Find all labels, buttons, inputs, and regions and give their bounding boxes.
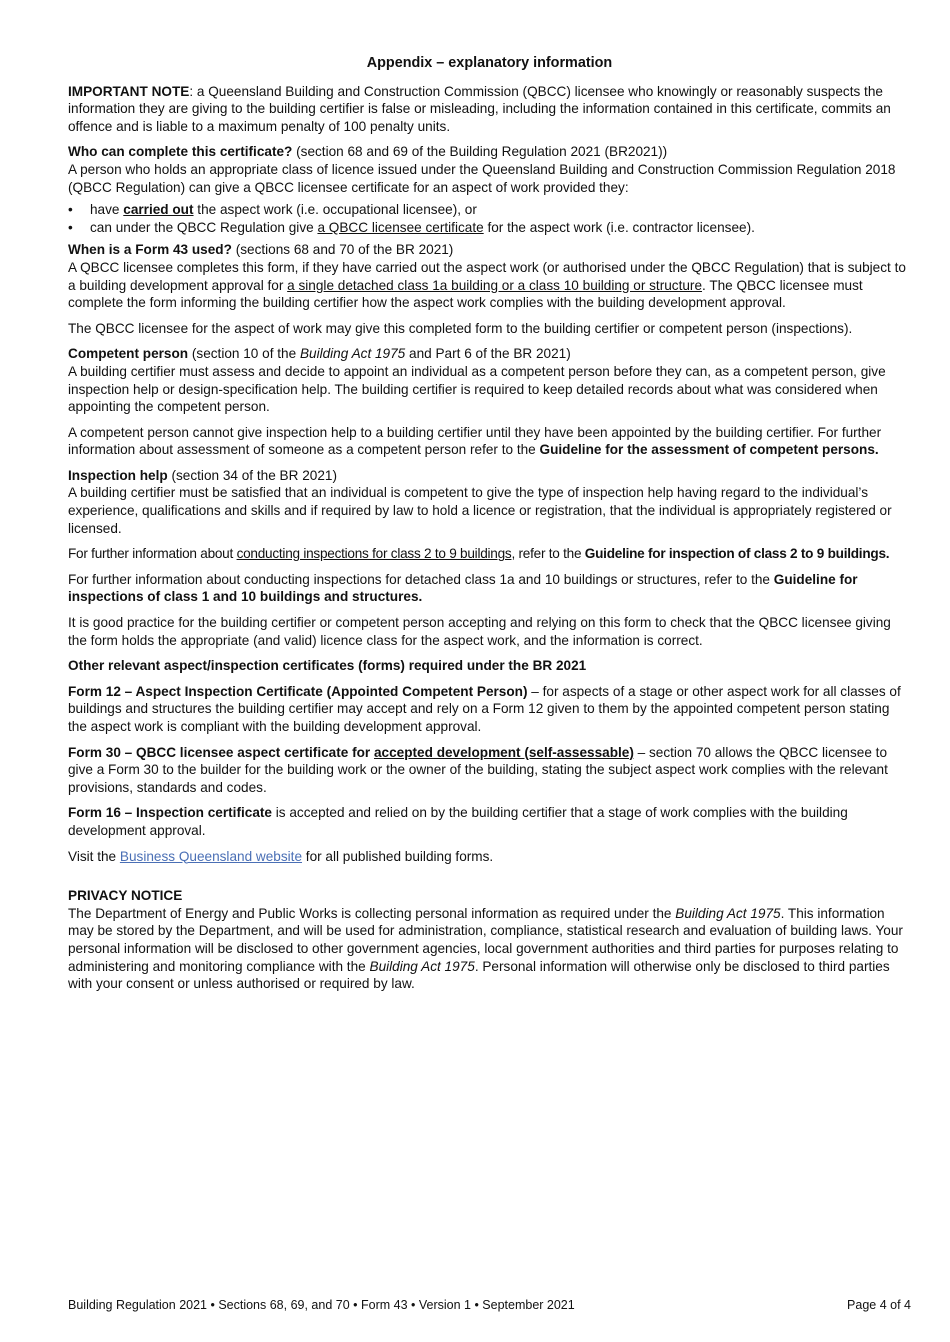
competent-para2: A competent person cannot give inspection help to a building certifier until they have been appointed by the building certifier. For further information about assessment of someone as a competent person refer to the Guideline for the assessment of competent persons. [68,424,882,458]
page-footer [68,1298,911,1312]
page-content [68,55,911,1001]
competent-heading: Competent person [68,346,189,362]
other-heading: Other relevant aspect/inspection certificates (forms) required under the BR 2021 [68,658,587,674]
who-list [68,201,911,236]
business-queensland-link[interactable]: Business Queensland website [119,848,303,864]
form12-para: Form 12 – Aspect Inspection Certificate (Appointed Competent Person) – for aspects of a stage or other aspect work for all classes of buildings and structures the building certifier may accept and rely on a Form 12 given to them by the appointed competent person stating the aspect work is compliant with the building development approval. [68,683,901,734]
inspection-para3: For further information about conducting inspections for detached class 1a and 10 buildings or structures, refer to the Guideline for inspections of class 1 and 10 buildings and structures. [68,571,858,605]
privacy-notice: PRIVACY NOTICE The Department of Energy and Public Works is collecting personal information as required under the Building Act 1975. This information may be stored by the Department, and will be used for administration, compliance, statistical research and evaluation of building laws. Your personal information will be disclosed to other government agencies, local government authorities and third parties for purposes relating to administering and monitoring compliance with the Building Act 1975. Personal information will otherwise only be disclosed to third parties with your consent or unless authorised or required by law. [68,888,903,992]
form30-para: Form 30 – QBCC licensee aspect certificate for accepted development (self-assessable) – section 70 allows the QBCC licensee to give a Form 30 to the builder for the building work or the owner of the building, stating the subject aspect work complies with the relevant provisions, standards and codes. [68,744,888,795]
list-item: • have carried out the aspect work (i.e. occupational licensee), or [68,201,911,219]
privacy-heading: PRIVACY NOTICE [68,888,183,904]
inspection-heading: Inspection help [68,467,168,483]
who-heading: Who can complete this certificate? [68,144,293,160]
when-heading: When is a Form 43 used? [68,242,232,258]
when-section: When is a Form 43 used? (sections 68 and 70 of the BR 2021) A QBCC licensee completes this form, if they have carried out the aspect work (or authorised under the QBCC Regulation) that is subject to a building development approval for a single detached class 1a building or a class 10 building or structure. The QBCC licensee must complete the form informing the building certifier how the aspect work complies with the building development approval. [68,242,906,311]
footer-info: Building Regulation 2021 • Sections 68, 69, and 70 • Form 43 • Version 1 • September 2021 [68,1298,575,1312]
important-note-label: IMPORTANT NOTE [68,83,190,99]
visit-para: Visit the Business Queensland website for all published building forms. [68,848,494,864]
important-note: IMPORTANT NOTE: a Queensland Building and Construction Commission (QBCC) licensee who knowingly or reasonably suspects the information they are giving to the building certifier is false or misleading, including the information contained in this certificate, commits an offence and is liable to a maximum penalty of 100 penalty units. [68,83,891,134]
when-para2: The QBCC licensee for the aspect of work may give this completed form to the building certifier or competent person (inspections). [68,320,853,336]
page-number: Page 4 of 4 [847,1298,911,1312]
competent-section: Competent person (section 10 of the Building Act 1975 and Part 6 of the BR 2021) A building certifier must assess and decide to appoint an individual as a competent person before they can, as a competent person, give inspection help or design-specification help. The building certifier is required to keep detailed records about what was considered when appointing the competent person. [68,346,886,415]
inspection-para4: It is good practice for the building certifier or competent person accepting and relying on this form to check that the QBCC licensee giving the form holds the appropriate (and valid) licence class for the aspect work, and the information is correct. [68,615,891,648]
list-item: • can under the QBCC Regulation give a QBCC licensee certificate for the aspect work (i.e. contractor licensee). [68,219,911,237]
inspection-section: Inspection help (section 34 of the BR 2021) A building certifier must be satisfied that an individual is competent to give the type of inspection help having regard to the individual’s experience, qualifications and skills and if required by law to hold a licence or registration, that the individual is appropriately registered or licensed. [68,467,892,536]
page-title: Appendix – explanatory information [366,55,613,71]
who-section: Who can complete this certificate? (section 68 and 69 of the Building Regulation 2021 (BR2021)) A person who holds an appropriate class of licence issued under the Queensland Building and Construction Commission Regulation 2018 (QBCC Regulation) can give a QBCC licensee certificate for an aspect of work provided they: [68,144,896,195]
form16-para: Form 16 – Inspection certificate is accepted and relied on by the building certifier that a stage of work complies with the building development approval. [68,805,848,838]
inspection-para2: For further information about conducting inspections for class 2 to 9 buildings, refer to the Guideline for inspection of class 2 to 9 buildings. [68,546,890,562]
